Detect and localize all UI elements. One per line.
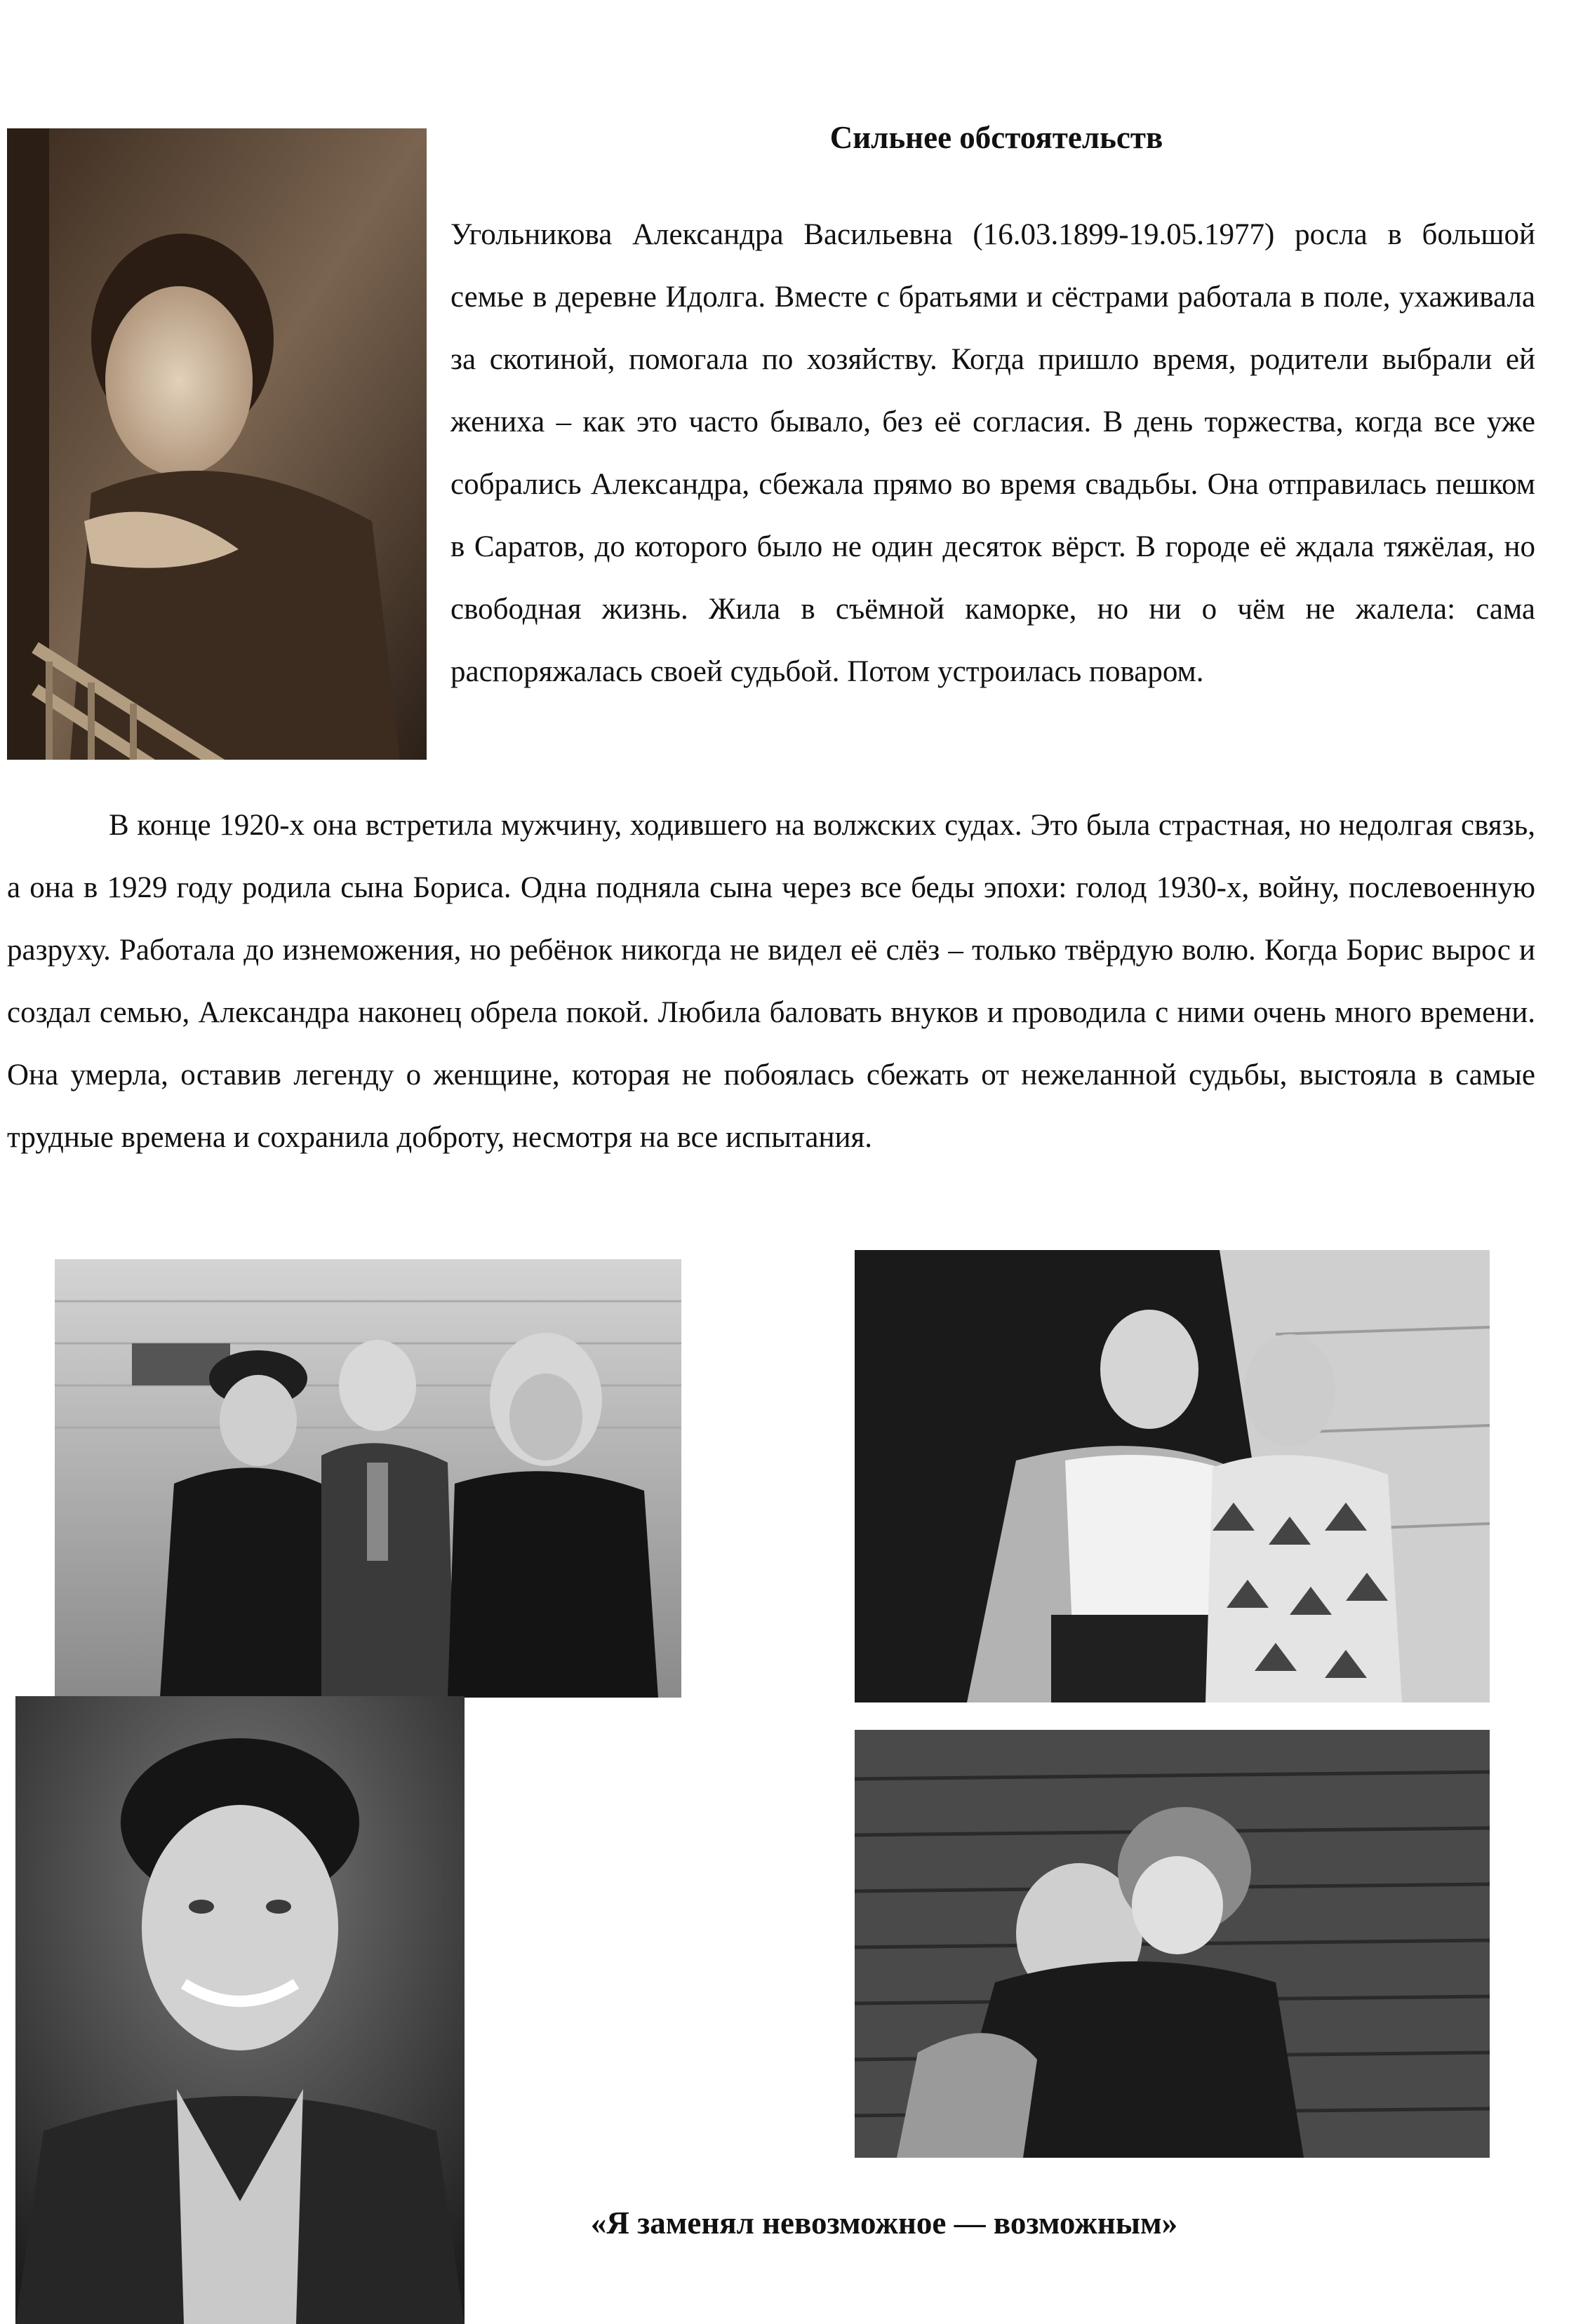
article-paragraph-intro: Угольникова Александра Васильевна (16.03.1899-19.05.1977) росла в большой семье в деревне Идолга. Вместе с братьями и сёстрами работала в поле, ухаживала за скотиной, помогала по хозяйству. Когда пришло время, родители выбрали ей жениха – как это часто бывало, без её согласия. В день торжества, когда все уже собрались Александра, сбежала прямо во время свадьбы. Она отправилась пешком в Саратов, до которого было не один десяток вёрст. В городе её ждала тяжёлая, но свободная жизнь. Жила в съёмной каморке, но ни о чём не жалела: сама распоряжалась своей судьбой. Потом устроилась поваром. <box>450 218 1535 688</box>
article-title: Сильнее обстоятельств <box>829 120 1163 155</box>
portrait-young-woman-photo <box>7 128 427 760</box>
photo-grandmother-with-child <box>855 1730 1490 2158</box>
photo-caption-quote: «Я заменял невозможное — возможным» <box>590 2205 1178 2241</box>
portrait-smiling-young-man-photo <box>15 1696 465 2324</box>
group-photo-three-people <box>55 1259 681 1698</box>
photo-man-with-mother <box>855 1250 1490 1702</box>
article-paragraph-main: В конце 1920-х она встретила мужчину, ходившего на волжских судах. Это была страстная, но недолгая связь, а она в 1929 году родила сына Бориса. Одна подняла сына через все беды эпохи: голод 1930-х, войну, послевоенную разруху. Работала до изнеможения, но ребёнок никогда не видел её слёз – только твёрдую волю. Когда Борис вырос и создал семью, Александра наконец обрела покой. Любила баловать внуков и проводила с ними очень много времени. Она умерла, оставив легенду о женщине, которая не побоялась сбежать от нежеланной судьбы, выстояла в самые трудные времена и сохранила доброту, несмотря на все испытания. <box>7 809 1535 1154</box>
